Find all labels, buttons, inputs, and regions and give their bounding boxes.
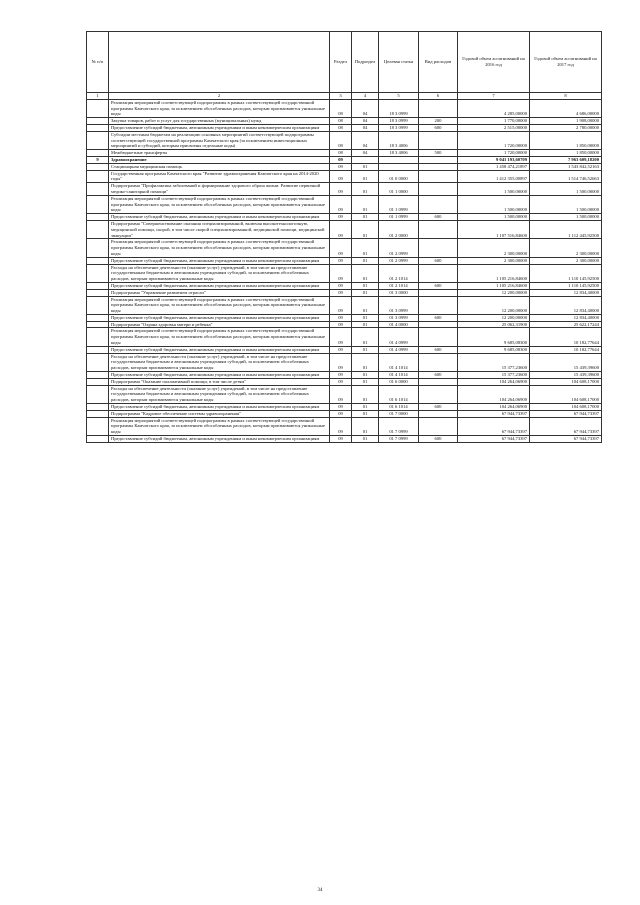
row-num xyxy=(87,436,109,443)
row-2016: 104 264,06900 xyxy=(458,404,530,411)
row-section: 09 xyxy=(330,372,352,379)
row-section: 09 xyxy=(330,257,352,264)
row-2016: 1 458 474,21897 xyxy=(458,163,530,170)
row-target xyxy=(379,163,419,170)
row-subsection: 01 xyxy=(352,410,379,417)
row-exp-type xyxy=(419,195,458,213)
row-2017: 1 500,00000 xyxy=(530,195,602,213)
row-num xyxy=(87,353,109,371)
row-exp-type xyxy=(419,328,458,346)
row-exp-type: 600 xyxy=(419,436,458,443)
row-subsection: 04 xyxy=(352,150,379,157)
row-target: 01 2 0999 xyxy=(379,257,419,264)
row-subsection: 01 xyxy=(352,183,379,196)
row-target xyxy=(379,156,419,163)
table-row xyxy=(87,296,602,314)
row-name: Подпрограмма "Профилактика заболеваний и формирование здорового образа жизни. Развитие первичной медико-санитарной помощи" xyxy=(109,183,330,196)
table-row xyxy=(87,99,602,117)
row-name: Предоставление субсидий бюджетным, автономным учреждениям и иным некоммерческим организациям xyxy=(109,372,330,379)
row-2017: 12 834,40000 xyxy=(530,314,602,321)
row-num: 9 xyxy=(87,156,109,163)
table-row xyxy=(87,385,602,403)
row-subsection: 01 xyxy=(352,282,379,289)
row-section: 09 xyxy=(330,385,352,403)
row-section: 09 xyxy=(330,346,352,353)
col-number: 5 xyxy=(379,93,419,100)
row-name: Расходы на обеспечение деятельности (оказание услуг) учреждений, в том числе на предоставление государственным бюджетным и автономным учреждениям субсидий, за исключением обособленных расходов, которым присваиваются уникальные коды xyxy=(109,385,330,403)
row-subsection: 01 xyxy=(352,195,379,213)
header-section: Раздел xyxy=(330,32,352,93)
row-2017: 1 850,00000 xyxy=(530,150,602,157)
row-num xyxy=(87,163,109,170)
row-target: 01 4 0999 xyxy=(379,328,419,346)
row-target: 01 7 0000 xyxy=(379,410,419,417)
row-num xyxy=(87,321,109,328)
row-exp-type: 600 xyxy=(419,282,458,289)
row-target: 18 3 0999 xyxy=(379,118,419,125)
row-section: 09 xyxy=(330,170,352,183)
row-2016: 4 285,00000 xyxy=(458,99,530,117)
row-2016: 2 515,00000 xyxy=(458,124,530,131)
row-name: Предоставление субсидий бюджетным, автономным учреждениям и иным некоммерческим организациям xyxy=(109,257,330,264)
table-row xyxy=(87,282,602,289)
table-row xyxy=(87,150,602,157)
row-subsection: 04 xyxy=(352,131,379,149)
row-subsection: 01 xyxy=(352,353,379,371)
row-target: 18 3 0999 xyxy=(379,124,419,131)
row-name: Реализация мероприятий соответствующей подпрограммы в рамках соответствующей государственной программы Камчатского края, за исключением обособленных расходов, которым присваиваются уникальные коды xyxy=(109,296,330,314)
row-target: 01 4 0999 xyxy=(379,346,419,353)
row-target: 01 3 0000 xyxy=(379,289,419,296)
row-2017: 1 514 746,52663 xyxy=(530,170,602,183)
row-2016: 1 500,00000 xyxy=(458,214,530,221)
row-2016: 25 062,31900 xyxy=(458,321,530,328)
table-row xyxy=(87,131,602,149)
table-row xyxy=(87,289,602,296)
row-2017: 10 182,77644 xyxy=(530,346,602,353)
row-subsection xyxy=(352,156,379,163)
row-2016: 67 944,73397 xyxy=(458,417,530,435)
row-target: 01 1 0999 xyxy=(379,195,419,213)
row-num xyxy=(87,214,109,221)
table-row xyxy=(87,328,602,346)
table-row xyxy=(87,353,602,371)
table-row xyxy=(87,314,602,321)
row-subsection: 01 xyxy=(352,321,379,328)
row-section: 09 xyxy=(330,163,352,170)
row-subsection: 01 xyxy=(352,296,379,314)
row-section: 08 xyxy=(330,131,352,149)
row-2017: 1 110 145,92500 xyxy=(530,264,602,282)
row-2017: 2 780,00000 xyxy=(530,124,602,131)
row-target: 01 3 0999 xyxy=(379,296,419,314)
row-num xyxy=(87,124,109,131)
table-row xyxy=(87,239,602,257)
header-2017: Годовой объем ассигнований на 2017 год xyxy=(530,32,602,93)
col-number: 3 xyxy=(330,93,352,100)
row-name: Подпрограмма "Совершенствование оказания специализированной, включая высокотехнологичную, медицинской помощи, скорой, в том числе скорой специализированной, медицинской помощи, медицинской эвакуации" xyxy=(109,220,330,238)
row-2016: 1 105 216,84600 xyxy=(458,264,530,282)
row-2017: 104 608,17000 xyxy=(530,378,602,385)
row-name: Подпрограмма "Кадровое обеспечение системы здравоохранения" xyxy=(109,410,330,417)
row-num xyxy=(87,220,109,238)
row-subsection: 01 xyxy=(352,436,379,443)
row-2016: 1 412 355,00897 xyxy=(458,170,530,183)
header-subsection: Подраздел xyxy=(352,32,379,93)
row-target: 01 6 1014 xyxy=(379,404,419,411)
row-num xyxy=(87,417,109,435)
row-section: 09 xyxy=(330,314,352,321)
row-name: Реализация мероприятий соответствующей подпрограммы в рамках соответствующей государственной программы Камчатского края, за исключением обособленных расходов, которым присваиваются уникальные коды xyxy=(109,99,330,117)
row-2017: 25 622,17244 xyxy=(530,321,602,328)
row-exp-type xyxy=(419,99,458,117)
row-target: 01 2 0999 xyxy=(379,239,419,257)
row-name: Предоставление субсидий бюджетным, автономным учреждениям и иным некоммерческим организациям xyxy=(109,436,330,443)
budget-table xyxy=(86,31,602,443)
row-name: Здравоохранение xyxy=(109,156,330,163)
row-2016: 9 041 193,60709 xyxy=(458,156,530,163)
row-exp-type: 500 xyxy=(419,150,458,157)
row-exp-type xyxy=(419,264,458,282)
row-name: Субсидии местным бюджетам на реализацию основных мероприятий соответствующей подпрограммы соответствующей государственной программы Камчатского края (за исключением инвестиционных мероприятий и субсидий, которым присвоены отдельные коды) xyxy=(109,131,330,149)
row-exp-type xyxy=(419,289,458,296)
row-2017: 67 944,73397 xyxy=(530,436,602,443)
row-name: Предоставление субсидий бюджетным, автономным учреждениям и иным некоммерческим организациям xyxy=(109,346,330,353)
row-subsection: 01 xyxy=(352,220,379,238)
row-target: 01 4 0000 xyxy=(379,321,419,328)
row-target: 01 2 1014 xyxy=(379,282,419,289)
row-2016: 1 720,00000 xyxy=(458,150,530,157)
col-number: 7 xyxy=(458,93,530,100)
row-exp-type: 600 xyxy=(419,314,458,321)
row-num xyxy=(87,282,109,289)
row-section: 09 xyxy=(330,282,352,289)
row-num xyxy=(87,99,109,117)
row-2016: 2 300,00000 xyxy=(458,257,530,264)
row-target: 18 3 4006 xyxy=(379,150,419,157)
page-number: 34 xyxy=(317,888,323,893)
row-name: Расходы на обеспечение деятельности (оказание услуг) учреждений, в том числе на предоставление государственным бюджетным и автономным учреждениям субсидий, за исключением обособленных расходов, которым присваиваются уникальные коды xyxy=(109,353,330,371)
row-subsection: 01 xyxy=(352,163,379,170)
row-section: 09 xyxy=(330,353,352,371)
row-subsection: 01 xyxy=(352,239,379,257)
row-exp-type xyxy=(419,131,458,149)
header-2016: Годовой объем ассигнований на 2016 год xyxy=(458,32,530,93)
row-2016: 1 107 516,84600 xyxy=(458,220,530,238)
row-section: 08 xyxy=(330,118,352,125)
row-name: Предоставление субсидий бюджетным, автономным учреждениям и иным некоммерческим организациям xyxy=(109,282,330,289)
row-2017: 7 963 609,18200 xyxy=(530,156,602,163)
table-row xyxy=(87,410,602,417)
row-num xyxy=(87,118,109,125)
row-2017: 104 608,17000 xyxy=(530,404,602,411)
row-section: 08 xyxy=(330,150,352,157)
col-number: 2 xyxy=(109,93,330,100)
row-2016: 67 944,73397 xyxy=(458,410,530,417)
table-row xyxy=(87,156,602,163)
row-num xyxy=(87,378,109,385)
table-row xyxy=(87,321,602,328)
row-target: 01 4 1014 xyxy=(379,353,419,371)
row-exp-type xyxy=(419,378,458,385)
row-exp-type xyxy=(419,296,458,314)
row-target: 01 7 0999 xyxy=(379,436,419,443)
row-section: 09 xyxy=(330,417,352,435)
row-section: 09 xyxy=(330,220,352,238)
table-row xyxy=(87,404,602,411)
row-subsection: 01 xyxy=(352,214,379,221)
table-row xyxy=(87,183,602,196)
row-2017: 2 300,00000 xyxy=(530,257,602,264)
row-2016: 2 300,00000 xyxy=(458,239,530,257)
row-target: 01 2 1014 xyxy=(379,264,419,282)
row-section: 09 xyxy=(330,410,352,417)
row-num xyxy=(87,289,109,296)
row-subsection: 01 xyxy=(352,257,379,264)
row-name: Реализация мероприятий соответствующей подпрограммы в рамках соответствующей государственной программы Камчатского края, за исключением обособленных расходов, которым присваиваются уникальные коды xyxy=(109,328,330,346)
row-name: Подпрограмма "Оказание паллиативной помощи, в том числе детям" xyxy=(109,378,330,385)
row-exp-type: 600 xyxy=(419,346,458,353)
row-exp-type: 600 xyxy=(419,124,458,131)
row-num xyxy=(87,239,109,257)
row-target: 01 1 0999 xyxy=(379,214,419,221)
row-name: Подпрограмма "Управление развитием отрасли" xyxy=(109,289,330,296)
table-row xyxy=(87,170,602,183)
row-2017: 1 543 842,52163 xyxy=(530,163,602,170)
row-2016: 1 770,00000 xyxy=(458,118,530,125)
row-subsection: 01 xyxy=(352,417,379,435)
row-subsection: 01 xyxy=(352,378,379,385)
row-subsection: 01 xyxy=(352,289,379,296)
row-section: 09 xyxy=(330,289,352,296)
row-name: Стационарная медицинская помощь xyxy=(109,163,330,170)
row-target: 01 6 1014 xyxy=(379,385,419,403)
row-target: 01 1 0000 xyxy=(379,183,419,196)
row-name: Расходы на обеспечение деятельности (оказание услуг) учреждений, в том числе на предоставление государственным бюджетным и автономным учреждениям субсидий, за исключением обособленных расходов, которым присваиваются уникальные коды xyxy=(109,264,330,282)
table-row xyxy=(87,378,602,385)
row-subsection: 01 xyxy=(352,328,379,346)
row-subsection: 01 xyxy=(352,170,379,183)
row-num xyxy=(87,385,109,403)
row-2017: 67 944,73397 xyxy=(530,410,602,417)
table-row xyxy=(87,220,602,238)
row-2016: 9 685,08300 xyxy=(458,328,530,346)
row-target: 01 6 0000 xyxy=(379,378,419,385)
row-2017: 1 850,00000 xyxy=(530,131,602,149)
row-num xyxy=(87,195,109,213)
row-section: 09 xyxy=(330,214,352,221)
row-section: 09 xyxy=(330,156,352,163)
table-row xyxy=(87,118,602,125)
header-target: Целевая статья xyxy=(379,32,419,93)
row-subsection: 01 xyxy=(352,346,379,353)
row-num xyxy=(87,328,109,346)
row-exp-type: 600 xyxy=(419,372,458,379)
row-section: 09 xyxy=(330,183,352,196)
row-2016: 12 200,00000 xyxy=(458,289,530,296)
row-exp-type xyxy=(419,183,458,196)
row-num xyxy=(87,183,109,196)
row-subsection: 04 xyxy=(352,99,379,117)
table-row xyxy=(87,163,602,170)
row-2017: 12 834,40000 xyxy=(530,289,602,296)
row-exp-type: 600 xyxy=(419,214,458,221)
row-2016: 1 105 216,84600 xyxy=(458,282,530,289)
table-row xyxy=(87,124,602,131)
row-num xyxy=(87,404,109,411)
row-num xyxy=(87,170,109,183)
row-2017: 1 500,00000 xyxy=(530,214,602,221)
row-name: Предоставление субсидий бюджетным, автономным учреждениям и иным некоммерческим организациям xyxy=(109,214,330,221)
row-name: Закупка товаров, работ и услуг для государственных (муниципальных) нужд xyxy=(109,118,330,125)
row-2017: 67 944,73397 xyxy=(530,417,602,435)
row-exp-type xyxy=(419,163,458,170)
row-num xyxy=(87,264,109,282)
row-2017: 1 112 445,92500 xyxy=(530,220,602,238)
row-2016: 104 264,06900 xyxy=(458,378,530,385)
col-number: 6 xyxy=(419,93,458,100)
table-row xyxy=(87,195,602,213)
row-name: Реализация мероприятий соответствующей подпрограммы в рамках соответствующей государственной программы Камчатского края, за исключением обособленных расходов, которым присваиваются уникальные коды xyxy=(109,239,330,257)
row-num xyxy=(87,296,109,314)
row-2016: 12 200,00000 xyxy=(458,314,530,321)
row-section: 09 xyxy=(330,195,352,213)
row-target: 18 3 0999 xyxy=(379,99,419,117)
row-section: 08 xyxy=(330,124,352,131)
row-subsection: 01 xyxy=(352,372,379,379)
row-target: 01 4 1014 xyxy=(379,372,419,379)
row-2017: 10 182,77644 xyxy=(530,328,602,346)
row-2017: 15 439,39600 xyxy=(530,353,602,371)
row-name: Предоставление субсидий бюджетным, автономным учреждениям и иным некоммерческим организациям xyxy=(109,124,330,131)
row-target: 18 3 4006 xyxy=(379,131,419,149)
row-target: 01 2 0000 xyxy=(379,220,419,238)
table-row xyxy=(87,264,602,282)
row-target: 01 3 0999 xyxy=(379,314,419,321)
row-exp-type: 200 xyxy=(419,118,458,125)
row-exp-type xyxy=(419,170,458,183)
row-subsection: 01 xyxy=(352,385,379,403)
row-exp-type xyxy=(419,239,458,257)
row-2016: 15 377,23600 xyxy=(458,353,530,371)
table-row xyxy=(87,257,602,264)
row-name: Реализация мероприятий соответствующей подпрограммы в рамках соответствующей государственной программы Камчатского края, за исключением обособленных расходов, которым присваиваются уникальные коды xyxy=(109,417,330,435)
header-row xyxy=(87,32,602,93)
row-num xyxy=(87,131,109,149)
row-exp-type xyxy=(419,385,458,403)
table-body xyxy=(87,99,602,442)
table-row xyxy=(87,436,602,443)
row-num xyxy=(87,150,109,157)
row-subsection: 04 xyxy=(352,124,379,131)
header-exp-type: Вид расходов xyxy=(419,32,458,93)
row-target: 01 0 0000 xyxy=(379,170,419,183)
row-exp-type: 600 xyxy=(419,404,458,411)
row-exp-type xyxy=(419,220,458,238)
row-num xyxy=(87,346,109,353)
table-row xyxy=(87,214,602,221)
table-row xyxy=(87,372,602,379)
row-2017: 12 834,40000 xyxy=(530,296,602,314)
row-section: 09 xyxy=(330,404,352,411)
row-subsection: 01 xyxy=(352,404,379,411)
row-section: 09 xyxy=(330,264,352,282)
row-section: 09 xyxy=(330,378,352,385)
column-numbers-row xyxy=(87,93,602,100)
row-num xyxy=(87,314,109,321)
row-2016: 104 264,06900 xyxy=(458,385,530,403)
table-row xyxy=(87,346,602,353)
row-exp-type xyxy=(419,417,458,435)
row-2016: 1 500,00000 xyxy=(458,195,530,213)
row-subsection: 01 xyxy=(352,264,379,282)
row-subsection: 01 xyxy=(352,314,379,321)
row-2016: 1 720,00000 xyxy=(458,131,530,149)
row-section: 09 xyxy=(330,296,352,314)
row-num xyxy=(87,257,109,264)
row-num xyxy=(87,410,109,417)
row-2016: 15 377,23600 xyxy=(458,372,530,379)
row-exp-type: 600 xyxy=(419,257,458,264)
row-2017: 4 686,00000 xyxy=(530,99,602,117)
header-num: № п/п xyxy=(87,32,109,93)
row-2017: 1 500,00000 xyxy=(530,183,602,196)
header-name xyxy=(109,32,330,93)
col-number: 8 xyxy=(530,93,602,100)
row-section: 09 xyxy=(330,436,352,443)
row-name: Реализация мероприятий соответствующей подпрограммы в рамках соответствующей государственной программы Камчатского края, за исключением обособленных расходов, которым присваиваются уникальные коды xyxy=(109,195,330,213)
row-target: 01 7 0999 xyxy=(379,417,419,435)
row-2017: 15 439,39600 xyxy=(530,372,602,379)
row-2017: 1 110 145,92500 xyxy=(530,282,602,289)
row-name: Предоставление субсидий бюджетным, автономным учреждениям и иным некоммерческим организациям xyxy=(109,314,330,321)
row-name: Предоставление субсидий бюджетным, автономным учреждениям и иным некоммерческим организациям xyxy=(109,404,330,411)
row-2017: 1 908,00000 xyxy=(530,118,602,125)
row-exp-type xyxy=(419,321,458,328)
row-section: 09 xyxy=(330,321,352,328)
row-2017: 104 608,17000 xyxy=(530,385,602,403)
row-name: Межбюджетные трансферты xyxy=(109,150,330,157)
row-section: 09 xyxy=(330,328,352,346)
row-exp-type xyxy=(419,410,458,417)
row-exp-type xyxy=(419,353,458,371)
row-2016: 9 685,08300 xyxy=(458,346,530,353)
row-2016: 12 200,00000 xyxy=(458,296,530,314)
row-section: 09 xyxy=(330,239,352,257)
row-name: Государственная программа Камчатского края "Развитие здравоохранения Камчатского края на 2014-2020 годы" xyxy=(109,170,330,183)
row-2016: 67 944,73397 xyxy=(458,436,530,443)
row-2016: 1 500,00000 xyxy=(458,183,530,196)
row-2017: 2 300,00000 xyxy=(530,239,602,257)
col-number: 1 xyxy=(87,93,109,100)
table-row xyxy=(87,417,602,435)
row-section: 08 xyxy=(330,99,352,117)
row-exp-type xyxy=(419,156,458,163)
col-number: 4 xyxy=(352,93,379,100)
row-subsection: 04 xyxy=(352,118,379,125)
row-num xyxy=(87,372,109,379)
row-name: Подпрограмма "Охрана здоровья матери и ребенка" xyxy=(109,321,330,328)
